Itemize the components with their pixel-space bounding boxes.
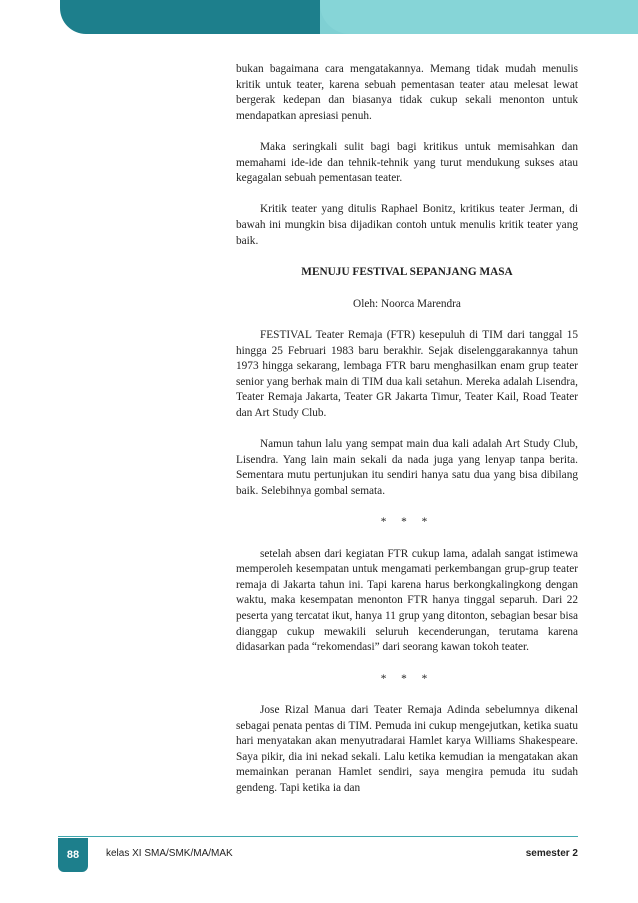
section-divider-2: * * * <box>380 672 434 685</box>
paragraph-7: Jose Rizal Manua dari Teater Remaja Adinda sebelumnya dikenal sebagai penata pentas di TIM. Pemuda ini cukup mengejutkan, ketika suatu hari menyatakan akan menyutradarai Hamlet karya Williams Shakespeare. Saya pikir, dia ini nekad sekali. Lalu ketika kemudian ia mengatakan akan memainkan peranan Hamlet sendiri, saya mengira pemuda itu sudah gendeng. Tapi ketika ia dan <box>236 703 578 794</box>
page-body <box>236 62 578 797</box>
paragraph-2: Maka seringkali sulit bagi bagi kritikus untuk memisahkan dan memahami ide-ide dan tehnik-tehnik yang turut mendukung sukses atau kegagalan sebuah pementasan teater. <box>236 140 578 185</box>
footer-semester-label: semester 2 <box>525 848 578 859</box>
paragraph-4: FESTIVAL Teater Remaja (FTR) kesepuluh di TIM dari tanggal 15 hingga 25 Februari 1983 baru berakhir. Sejak diselenggarakannya tahun 1973 hingga sekarang, lembaga FTR baru menghasilkan enam grup teater senior yang berhak main di TIM dua kali setahun. Mereka adalah Lisendra, Teater Remaja Jakarta, Teater GR Jakarta Timur, Teater Kail, Road Teater dan Art Study Club. <box>236 328 578 419</box>
section-divider-1: * * * <box>380 516 434 529</box>
paragraph-1: bukan bagaimana cara mengatakannya. Memang tidak mudah menulis kritik untuk teater, karena sebuah pementasan teater atau melesat lewat bergerak kedepan dan biasanya tidak cukup sekali menonton untuk mendapatkan apresiasi penuh. <box>236 63 578 122</box>
paragraph-3: Kritik teater yang ditulis Raphael Bonitz, kritikus teater Jerman, di bawah ini mungkin bisa dijadikan contoh untuk menulis kritik teater yang baik. <box>236 203 578 247</box>
article-heading: MENUJU FESTIVAL SEPANJANG MASA <box>301 266 513 279</box>
paragraph-5: Namun tahun lalu yang sempat main dua kali adalah Art Study Club, Lisendra. Yang lain main sekali da nada juga yang lenyap tanpa berita. Sementara mutu pertunjukan itu sendiri hanya satu dua yang bisa dibilang baik. Selebihnya gombal semata. <box>236 438 578 497</box>
footer-class-label: kelas XI SMA/SMK/MA/MAK <box>106 848 233 859</box>
header-band-dark <box>60 0 320 34</box>
paragraph-6: setelah absen dari kegiatan FTR cukup lama, adalah sangat istimewa memperoleh kesempatan untuk mengamati perkembangan grup-grup teater remaja di Jakarta tahun ini. Tapi karena harus berkongkalingkong dengan waktu, maka kesempatan menonton FTR hanya tinggal separuh. Dari 22 peserta yang tercatat ikut, hanya 11 grup yang ditonton, sebagian besar bisa dianggap cukup mewakili seluruh kecenderungan, terutama karena didasarkan pada “rekomendasi” dari seorang kawan tokoh teater. <box>236 547 578 654</box>
header-band-light-cap <box>320 0 638 34</box>
footer-divider <box>58 836 578 837</box>
article-author: Oleh: Noorca Marendra <box>353 297 461 310</box>
page-number-badge: 88 <box>58 838 88 872</box>
